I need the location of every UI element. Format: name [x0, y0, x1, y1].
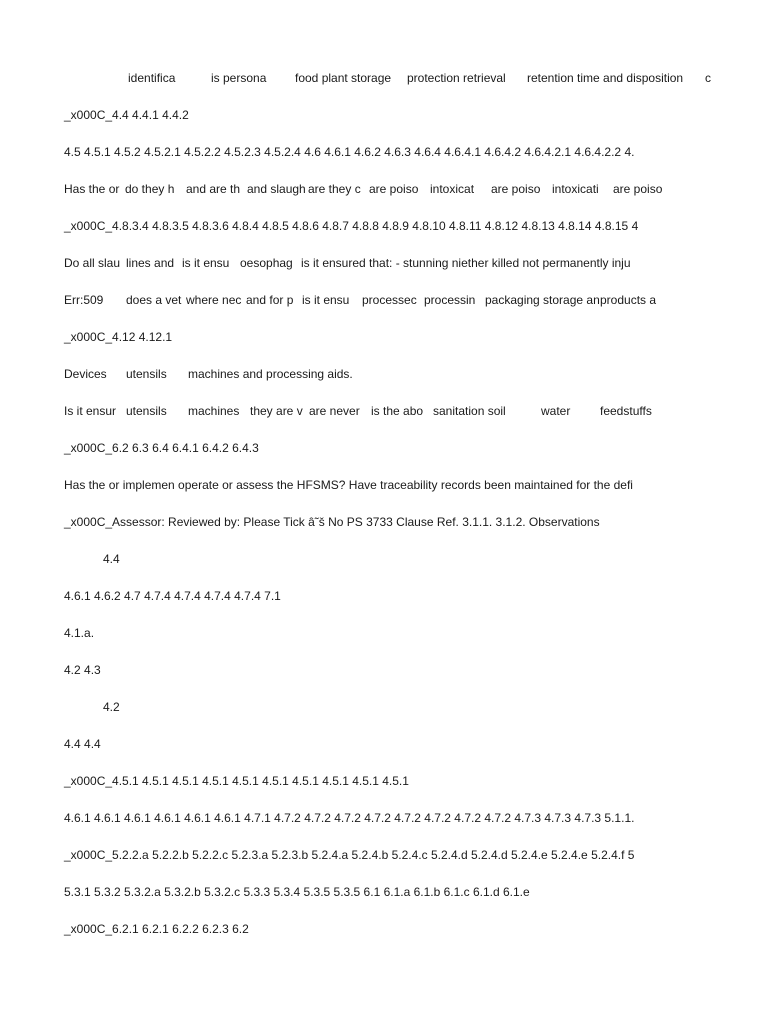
text-line: _x000C_4.8.3.4 4.8.3.5 4.8.3.6 4.8.4 4.8.5 4.8.6 4.8.7 4.8.8 4.8.9 4.8.10 4.8.11 4.8.12 4.8.13 4.8.14 4.8.15 4 — [64, 219, 639, 233]
text-cell: and are th — [186, 182, 241, 196]
text-cell: do they h — [125, 182, 175, 196]
text-line: Has the or implemen operate or assess the HFSMS? Have traceability records been maintained for the defi — [64, 478, 633, 492]
text-line: _x000C_4.12 4.12.1 — [64, 330, 173, 344]
text-cell: oesophag — [240, 256, 293, 270]
text-line: 4.5 4.5.1 4.5.2 4.5.2.1 4.5.2.2 4.5.2.3 4.5.2.4 4.6 4.6.1 4.6.2 4.6.3 4.6.4 4.6.4.1 4.6.4.2 4.6.4.2.1 4.6.4.2.2 4. — [64, 145, 635, 159]
text-cell: are poiso — [369, 182, 419, 196]
text-cell: Err:509 — [64, 293, 104, 307]
text-line: 4.2 — [103, 700, 120, 714]
text-cell: Is it ensur — [64, 404, 117, 418]
text-cell: utensils — [126, 367, 167, 381]
text-line — [64, 69, 711, 87]
text-cell: is the abo — [371, 404, 424, 418]
text-cell: packaging storage an — [485, 293, 600, 307]
text-cell: where nec — [186, 293, 242, 307]
text-cell: processec — [362, 293, 417, 307]
text-cell: Devices — [64, 367, 107, 381]
text-cell: retention time and disposition — [527, 71, 684, 85]
text-cell: are poiso — [491, 182, 541, 196]
text-cell: protection retrieval — [407, 71, 506, 85]
text-cell: and slaugh — [247, 182, 306, 196]
text-line: _x000C_4.5.1 4.5.1 4.5.1 4.5.1 4.5.1 4.5.1 4.5.1 4.5.1 4.5.1 4.5.1 — [64, 774, 409, 788]
text-cell: c — [705, 71, 711, 85]
text-cell: sanitation soil — [433, 404, 506, 418]
text-line: 5.3.1 5.3.2 5.3.2.a 5.3.2.b 5.3.2.c 5.3.3 5.3.4 5.3.5 5.3.5 6.1 6.1.a 6.1.b 6.1.c 6.1.d 6.1.e — [64, 885, 530, 899]
text-line: _x000C_5.2.2.a 5.2.2.b 5.2.2.c 5.2.3.a 5.2.3.b 5.2.4.a 5.2.4.b 5.2.4.c 5.2.4.d 5.2.4.d 5.2.4.e 5.2.4.e 5.2.4.f 5 — [64, 848, 635, 862]
text-line: _x000C_6.2.1 6.2.1 6.2.2 6.2.3 6.2 — [64, 922, 249, 936]
text-cell: Has the or — [64, 182, 120, 196]
text-cell: and for p — [246, 293, 294, 307]
text-cell: is it ensu — [302, 293, 350, 307]
text-cell: lines and — [126, 256, 175, 270]
text-line — [64, 291, 658, 309]
text-line — [64, 402, 658, 420]
text-cell: is persona — [211, 71, 267, 85]
text-cell: is it ensu — [182, 256, 230, 270]
text-line: 4.6.1 4.6.2 4.7 4.7.4 4.7.4 4.7.4 4.7.4 7.1 — [64, 589, 281, 603]
text-cell: feedstuffs — [600, 404, 652, 418]
text-line — [64, 180, 663, 198]
text-cell: does a vet — [126, 293, 182, 307]
text-line: 4.2 4.3 — [64, 663, 101, 677]
text-line: _x000C_6.2 6.3 6.4 6.4.1 6.4.2 6.4.3 — [64, 441, 259, 455]
text-cell: they are v — [250, 404, 303, 418]
text-line: 4.4 4.4 — [64, 737, 101, 751]
text-cell: products a — [600, 293, 657, 307]
text-cell: intoxicati — [552, 182, 599, 196]
text-cell: identifica — [128, 71, 176, 85]
text-cell: machines — [188, 404, 240, 418]
text-cell: is it ensured that: - stunning niether killed not permanently inju — [301, 256, 631, 270]
text-cell: are never — [309, 404, 360, 418]
text-cell: intoxicat — [430, 182, 475, 196]
text-line — [64, 365, 658, 383]
text-cell: Do all slau — [64, 256, 121, 270]
text-line: 4.1.a. — [64, 626, 95, 640]
text-cell: food plant storage — [295, 71, 392, 85]
text-cell: are they c — [308, 182, 361, 196]
text-cell: machines and processing aids. — [188, 367, 353, 381]
text-line: 4.6.1 4.6.1 4.6.1 4.6.1 4.6.1 4.6.1 4.7.1 4.7.2 4.7.2 4.7.2 4.7.2 4.7.2 4.7.2 4.7.2 4.7.2 4.7.3 4.7.3 4.7.3 5.1.1. — [64, 811, 635, 825]
text-cell: water — [541, 404, 571, 418]
text-cell: processin — [424, 293, 476, 307]
text-line: _x000C_4.4 4.4.1 4.4.2 — [64, 108, 189, 122]
text-line: 4.4 — [103, 552, 120, 566]
text-line — [64, 254, 658, 272]
text-cell: are poiso — [613, 182, 663, 196]
text-cell: utensils — [126, 404, 167, 418]
text-line: _x000C_Assessor: Reviewed by: Please Tick â˜š No PS 3733 Clause Ref. 3.1.1. 3.1.2. Observations — [64, 515, 600, 529]
